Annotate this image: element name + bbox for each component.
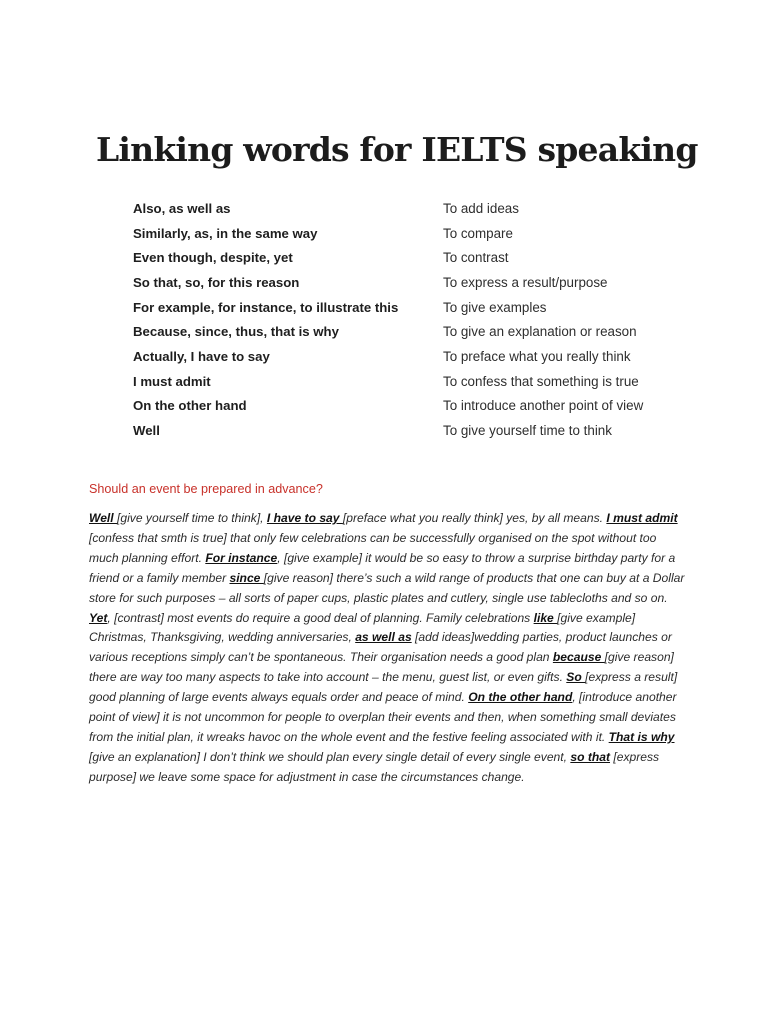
linking-words-table <box>133 196 693 443</box>
answer-text: [express purpose] we leave some space for adjustment in case the circumstances change. <box>89 749 660 784</box>
linking-word-highlight: so that <box>570 749 611 764</box>
linking-word-row <box>133 418 693 443</box>
linking-word-term: On the other hand <box>133 398 247 414</box>
linking-word-term: Actually, I have to say <box>133 348 270 364</box>
answer-text: [add ideas]wedding parties, product launches or various receptions simply can’t be spontaneous. Their organisation needs a good plan <box>89 630 672 665</box>
linking-word-purpose: To give examples <box>443 299 547 315</box>
answer-text: [preface what you really think] yes, by all means. <box>342 511 607 525</box>
linking-word-highlight: For instance <box>205 550 278 565</box>
linking-word-highlight: On the other hand <box>468 690 573 705</box>
linking-word-purpose: To compare <box>443 225 513 241</box>
linking-word-purpose: To express a result/purpose <box>443 274 608 290</box>
answer-text: [give an explanation] I don’t think we should plan every single detail of every single event, <box>89 749 571 764</box>
answer-text: [give yourself time to think], <box>117 511 267 525</box>
answer-text: , [contrast] most events do require a good deal of planning. Family celebrations <box>107 610 534 625</box>
linking-word-highlight: as well as <box>355 630 412 645</box>
linking-word-purpose: To introduce another point of view <box>443 398 644 414</box>
page-title: Linking words for IELTS speaking <box>96 130 698 169</box>
linking-word-highlight: So <box>566 670 586 685</box>
linking-word-term: So that, so, for this reason <box>133 274 300 290</box>
linking-word-purpose: To preface what you really think <box>443 348 631 364</box>
linking-word-purpose: To give an explanation or reason <box>443 324 637 340</box>
linking-word-row <box>133 245 693 270</box>
linking-word-highlight: because <box>552 650 605 665</box>
linking-word-highlight: Well <box>89 511 118 525</box>
answer-text: , [introduce another point of view] it is not uncommon for people to overplan their events and then, when something small deviates from the initial plan, it wreaks havoc on the whole event and the festive feeling associated with it. <box>89 690 677 744</box>
answer-text: [express a result] good planning of large events always equals order and peace of mind. <box>89 670 678 705</box>
linking-word-highlight: since <box>229 570 264 585</box>
linking-word-term: Similarly, as, in the same way <box>133 225 318 241</box>
linking-word-purpose: To contrast <box>443 250 509 266</box>
linking-word-highlight: I must admit <box>606 511 678 525</box>
linking-word-term: Well <box>133 423 160 439</box>
linking-word-purpose: To confess that something is true <box>443 373 639 389</box>
linking-word-highlight: like <box>533 610 558 625</box>
linking-word-row <box>133 394 693 419</box>
question-heading: Should an event be prepared in advance? <box>89 482 323 496</box>
answer-text: [confess that smth is true] that only few celebrations can be successfully organised on the spot without too much planning effort. <box>89 530 657 565</box>
linking-word-row <box>133 270 693 295</box>
linking-word-highlight: I have to say <box>266 511 343 525</box>
answer-text: [give example] Christmas, Thanksgiving, wedding anniversaries, <box>89 610 636 645</box>
linking-word-row <box>133 295 693 320</box>
linking-word-row <box>133 221 693 246</box>
linking-word-term: Because, since, thus, that is why <box>133 324 339 340</box>
answer-text: [give reason] there are way too many aspects to take into account – the menu, guest list, or even gifts. <box>89 650 674 685</box>
linking-word-row <box>133 344 693 369</box>
linking-word-term: I must admit <box>133 373 211 389</box>
answer-paragraph <box>89 509 689 788</box>
answer-text: , [give example] it would be so easy to throw a surprise birthday party for a friend or a family member <box>89 550 676 585</box>
linking-word-term: Even though, despite, yet <box>133 250 293 266</box>
linking-word-row <box>133 319 693 344</box>
linking-word-purpose: To give yourself time to think <box>443 423 612 439</box>
answer-text: [give reason] there’s such a wild range of products that one can buy at a Dollar store for such purposes – all sorts of paper cups, plastic plates and cutlery, single use tablecloths and so on. <box>89 570 685 605</box>
linking-word-highlight: Yet <box>89 610 108 625</box>
linking-word-purpose: To add ideas <box>443 200 519 216</box>
linking-word-row <box>133 369 693 394</box>
linking-word-highlight: That is why <box>608 729 675 744</box>
linking-word-term: Also, as well as <box>133 200 231 216</box>
linking-word-term: For example, for instance, to illustrate this <box>133 299 399 315</box>
linking-word-row <box>133 196 693 221</box>
